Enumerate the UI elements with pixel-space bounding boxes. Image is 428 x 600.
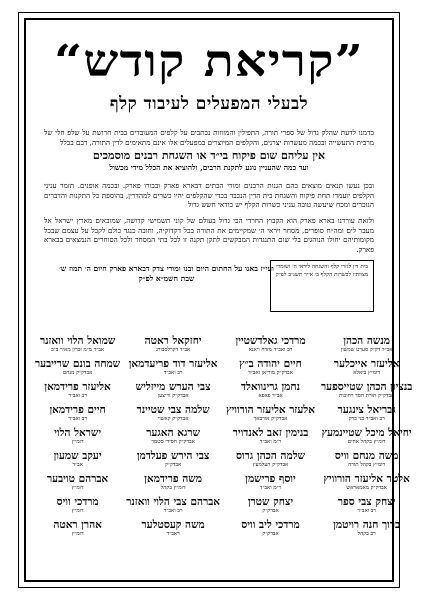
signature-name: ישראל הלוי <box>54 427 102 439</box>
signature-title: ר״מ ואב״ד <box>259 485 282 491</box>
signature-title: אב״ד דק״ק סערט שמשון <box>340 347 393 353</box>
signature-name: מרדכי וויס <box>56 496 99 508</box>
signature-name: אהרן ראטה <box>53 519 102 531</box>
notice-page <box>18 12 413 588</box>
signature-name: בנימין זאב לאנדויר <box>232 427 309 439</box>
signature-name: משה מנחם וויס <box>334 450 399 462</box>
signature <box>35 450 120 469</box>
signature <box>35 358 120 377</box>
signature <box>226 427 315 446</box>
emphasis-line: אין עליהם שום פיקוח בי״ד או השגחת רבנים מוסמכים <box>92 149 326 163</box>
signature <box>126 496 220 515</box>
signature <box>226 450 315 469</box>
signature-name: שלמה הכהן גרוס <box>235 450 306 462</box>
signature-title: אבדק״ק מנחם <box>62 370 93 376</box>
signature <box>321 450 412 469</box>
signature-title: אבדק״ק ווייצען <box>157 393 189 399</box>
signature <box>126 519 220 538</box>
notice-subtitle: לבעלי המפעלים לעיבוד קלף <box>109 94 309 114</box>
signature <box>35 473 120 492</box>
signature-intro-area <box>44 260 374 326</box>
signature-name: משה קעסטלער <box>141 519 205 531</box>
signature-name: חיים פרידמאן <box>49 404 106 416</box>
signature-title: דומ״ץ <box>71 531 84 537</box>
signature-title: אבדק״ק <box>262 508 279 514</box>
signature-name: שלמה צבי שטיינר <box>136 404 210 416</box>
signature <box>226 473 315 492</box>
signature-title: דומ״ץ בקהל אחים <box>347 439 386 445</box>
signature-title: אבדק״ק חסידי סטמר <box>151 439 195 445</box>
signature <box>226 496 315 515</box>
signature-name: שרגא האגער <box>146 427 201 439</box>
signature <box>35 427 120 446</box>
signature-name: אלעזר אליעזר הורוויץ <box>226 404 315 416</box>
signature-title: אבדק״ק העלמעץ <box>252 462 289 468</box>
signature-name: שמחה בונם שרייבער <box>35 358 121 370</box>
signature-title: דומ״ץ <box>71 485 84 491</box>
signature-title: ר״מ ואב״ד <box>259 439 282 445</box>
signature-name: נחמן גרינוואלד <box>240 381 301 393</box>
signature-title: אבדק״ק אורבאך <box>253 416 288 422</box>
signature <box>321 496 412 515</box>
signature-name: מרדכי גאלדשטיין <box>235 335 306 347</box>
signature <box>321 473 412 492</box>
signature-name: גבריאל צינגער <box>337 404 396 416</box>
signature-title: אב״ד <box>72 462 83 468</box>
signature <box>126 473 220 492</box>
signature-name: ברוך חנה רויטמן <box>333 519 401 531</box>
signature-name: אליעזר אייכלער <box>333 358 400 370</box>
signature-name: יצחק צבי ספר <box>337 496 396 508</box>
signature-title: רב ואב״ד <box>68 416 87 422</box>
signature-title: אב״ד פאפא <box>258 393 283 399</box>
signature-title: אבדק״ק <box>262 531 279 537</box>
emphasis-line-2: ועד כמה שהעניין נוגע לתקנת הרבים, ולהוציא את הכלל מידי מכשול <box>109 163 309 173</box>
signature-title: אבדק״ק מאמאראש <box>346 485 387 491</box>
signature-name: יוסף פרישמן <box>245 473 296 485</box>
signature <box>226 519 315 538</box>
signature-name: אלטר אליעזר הורוויץ <box>323 473 410 485</box>
signature-title: אב״ד מ״מ זכרון מאיר ב״ב <box>51 347 105 353</box>
signature <box>321 427 412 446</box>
signature-title: דומ״ץ ביאלא <box>353 370 381 376</box>
paragraph-intro: בדמנו לדעת שהלק גדול של ספרי תורה, התפילין והמזוזות נכתבים על קלפים המעובדים בבית חרושת על שלפ חלי של מרבית התעשייה ובכמה מעשרות יצרנים, והקלפים המיוצרים במפעלים אלו אינם מתאימים לדין התורה, דבם בכלל <box>44 128 374 147</box>
signature-title: רב ואב״ד <box>163 508 183 514</box>
paragraph-third: ולזאת עוררנו בארא פארק הוא הקבוץ החרדי הכי גדול בעולם של קוני תשמישי קדושה, שמובאים מארץ ישראל אל מעבר לים ומה״ח סופרים, מסחר ויראי ה׳ שמקיימים את התורה בכל דקדוקיה, וחובה כנגד כולם לקבל על עצמם שבכל מקומותיהם יחולו הנוהגים בלי שום התנגדות המבקשים לתקן תקנה זו לכל בתי המסחר ולכל הסוחרים הנמצאים בבארא פארק. <box>44 215 374 254</box>
signature <box>321 381 412 400</box>
signature <box>321 519 412 538</box>
signature-title: רב ואב״ד <box>163 370 183 376</box>
signature-title: ראב״ד <box>166 531 180 537</box>
signature-title: דומ״ץ בקהל <box>160 485 186 491</box>
signature-name: אברהם צבי הלוי וואזנר <box>126 496 221 508</box>
signature-name: משה פרידמאן <box>144 473 202 485</box>
signature-name: חיים יהודה ב״ץ <box>239 358 302 370</box>
signature <box>35 519 120 538</box>
signature <box>126 381 220 400</box>
signature <box>126 404 220 423</box>
signature <box>126 450 220 469</box>
signature-title: דומ״ץ בקהל תורה <box>348 462 386 468</box>
signature-name: אליעזר דוד פריעדמאן <box>128 358 218 370</box>
signature-title: רב ואב״ד מזרח ויאנא <box>248 347 293 353</box>
signature-name: צבי הירש פעלדמן <box>136 450 210 462</box>
signature <box>126 358 220 377</box>
signature <box>226 381 315 400</box>
signature <box>35 496 120 515</box>
signature-name: מרדכי ליב וויס <box>241 519 300 531</box>
signature-grid <box>35 335 413 538</box>
notice-box: בית דין לגזרי קלף והשגחה ליראי ה׳ ושומרי מצוותיו לכשרות הקלף ב׳ אייר תשנ״ב לפ״ק <box>270 260 374 312</box>
signature-name: מנשה הכהן <box>343 335 390 347</box>
notice-title: ”קריאת קודש“ <box>53 36 365 87</box>
signature-name: יחיאל מיכל שטיינמעץ <box>321 427 412 439</box>
signature-name: יצחק שטרן <box>247 496 294 508</box>
signature <box>226 335 315 354</box>
signature-name: יעקב שמעון <box>53 450 102 462</box>
signature-intro-text: ועי״ז באנו על החתום היום ובנו ומורי צדק דבארא פארק חיום ה׳ תמוז ש׳ שבת חשמ״א לפ״ק <box>59 264 274 284</box>
signature-title: אבדק״ק תורת חסד רחובות <box>338 393 395 399</box>
signature-name: בנציון הכהן שטייספער <box>320 381 413 393</box>
signature-title: דומ״ץ <box>71 508 84 514</box>
signature-title: אבדק״ק <box>165 462 182 468</box>
signature-title: דומ״ץ <box>71 439 84 445</box>
signature <box>226 404 315 423</box>
signature <box>35 381 120 400</box>
signature-name: צבי הערש מייזליש <box>135 381 211 393</box>
signature <box>321 335 412 354</box>
signature-name: אליעזר פרידמאן <box>44 381 111 393</box>
signature-title: רב ואב״ד בני ברק <box>348 416 385 422</box>
paragraph-second: ובכן נעשו תנאים מוצאים בהם הגנות הרבנים ומורי הבתים דבארא פארק ובבורו פארק. ובכמה אופנים. תזמר עניני הקלפים יועמדו תחת פיקוח והשגחת בית הדין הנכבד בכדי שהקלפים יהיו כשרים למהדרין, בהוספת כל התקנות והדברים הנזכרים ומכח שיעשה טובה עניני כשרות הקלף יש בודאי חשש גדול <box>44 181 374 210</box>
signature <box>126 427 220 446</box>
signature-title: אבדק״ק קאשוי <box>157 416 189 422</box>
signature <box>126 335 220 354</box>
signature-title: רב ואב״ד <box>68 393 87 399</box>
signature <box>321 404 412 423</box>
signature-name: יחזקאל ראטה <box>144 335 202 347</box>
signature <box>226 358 315 377</box>
signature-title: רב בקהל <box>357 531 376 537</box>
signature-name: שמואל הלוי וואזנר <box>39 335 116 347</box>
signature-title: רב ואב״ד <box>357 508 377 514</box>
signature-title: אבדק״ק מוריאן ואב״ד <box>248 370 293 376</box>
signature-name: אברהם טויבער <box>47 473 109 485</box>
signature <box>321 358 412 377</box>
signature-title: אב״ד דקרלסבורג <box>155 347 191 353</box>
signature <box>35 404 120 423</box>
signature <box>35 335 120 354</box>
